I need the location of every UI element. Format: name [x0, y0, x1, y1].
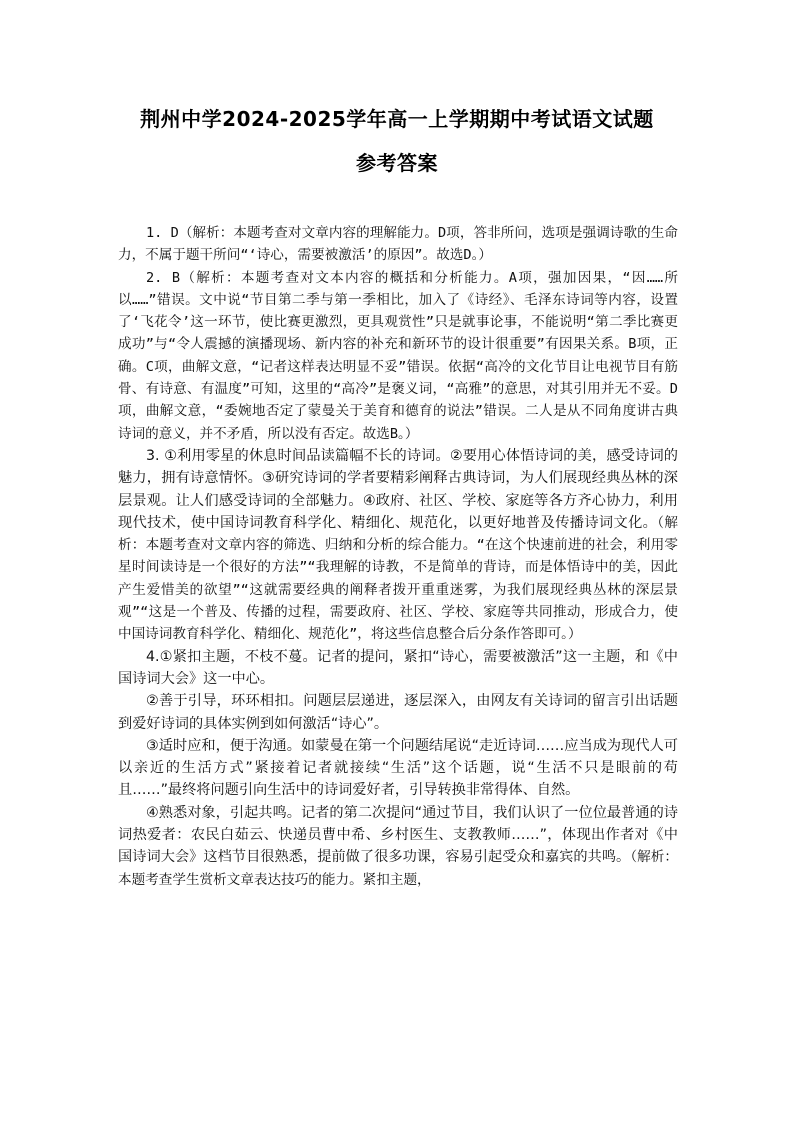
answer-4-point-4	[118, 802, 678, 891]
answer-4-explanation: （解析：本题考查学生赏析文章表达技巧的能力。紧扣主题，	[118, 849, 678, 888]
answer-4-point-3: ③适时应和，便于沟通。如蒙曼在第一个问题结尾说“走近诗词……应当成为现代人可以亲近的生活方式”紧接着记者就接续“生活”这个话题，说“生活不只是眼前的苟且……”最终将问题引向生活中的诗词爱好者，引导转换非常得体、自然。	[118, 737, 678, 799]
answer-4-point-4-main: ④熟悉对象，引起共鸣。记者的第二次提问“通过节目，我们认识了一位位最普通的诗词热爱者：农民白茹云、快递员曹中希、乡村医生、支教教师……”，体现出作者对《中国诗词大会》这档节目很熟悉，提前做了很多功课，容易引起受众和嘉宾的共鸣。	[118, 804, 678, 866]
answer-3-explanation: （解析：本题考查对文章内容的筛选、归纳和分析的综合能力。“在这个快速前进的社会，利用零星时间读诗是一个很好的方法”“我理解的诗教，不是简单的背诗，而是体悟诗中的美，因此产生爱惜美的欲望”“这就需要经典的阐释者拨开重重迷雾，为我们展现经典丛林的深层景观”“这是一个普及、传播的过程，需要政府、社区、学校、家庭等共同推动，形成合力，使中国诗词教育科学化、精细化、规范化”，将这些信息整合后分条作答即可。）	[118, 514, 678, 643]
answer-4-point-2: ②善于引导，环环相扣。问题层层递进，逐层深入，由网友有关诗词的留言引出话题到爱好诗词的具体实例到如何激活“诗心”。	[118, 693, 678, 732]
document-subtitle: 参考答案	[356, 151, 438, 175]
answer-3-main: 3. ①利用零星的休息时间品读篇幅不长的诗词。②要用心体悟诗词的美，感受诗词的魅力，拥有诗意情怀。③研究诗词的学者要精彩阐释古典诗词，为人们展现经典丛林的深层景观。让人们感受诗词的全部魅力。④政府、社区、学校、家庭等各方齐心协力，利用现代技术，使中国诗词教育科学化、精细化、规范化，以更好地普及传播诗词文化。	[118, 447, 678, 531]
answer-2: 2. B（解析：本题考查对文本内容的概括和分析能力。A项，强加因果，“因……所以……”错误。文中说“节目第二季与第一季相比，加入了《诗经》、毛泽东诗词等内容，设置了‘飞花令’这一环节，使比赛更激烈，更具观赏性”只是就事论事，不能说明“第二季比赛更成功”与“令人震撼的演播现场、新内容的补充和新环节的设计很重要”有因果关系。B项，正确。C项，曲解文意，“记者这样表达明显不妥”错误。依据“高冷的文化节目让电视节目有筋骨、有诗意、有温度”可知，这里的“高冷”是褒义词，“高雅”的意思，对其引用并无不妥。D项，曲解文意，“委婉地否定了蒙曼关于美育和德育的说法”错误。二人是从不同角度讲古典诗词的意义，并不矛盾，所以没有否定。故选B。）	[118, 269, 678, 442]
answer-1: 1. D（解析：本题考查对文章内容的理解能力。D项，答非所问，选项是强调诗歌的生命力，不属于题干所问“‘诗心，需要被激活’的原因”。故选D。）	[118, 225, 678, 264]
answer-4-point-1: 4.①紧扣主题，不枝不蔓。记者的提问，紧扣“诗心，需要被激活”这一主题，和《中国诗词大会》这一中心。	[118, 648, 678, 687]
document-title: 荆州中学2024-2025学年高一上学期期中考试语文试题	[140, 107, 654, 131]
answer-body	[118, 222, 678, 891]
answer-3	[118, 445, 678, 646]
